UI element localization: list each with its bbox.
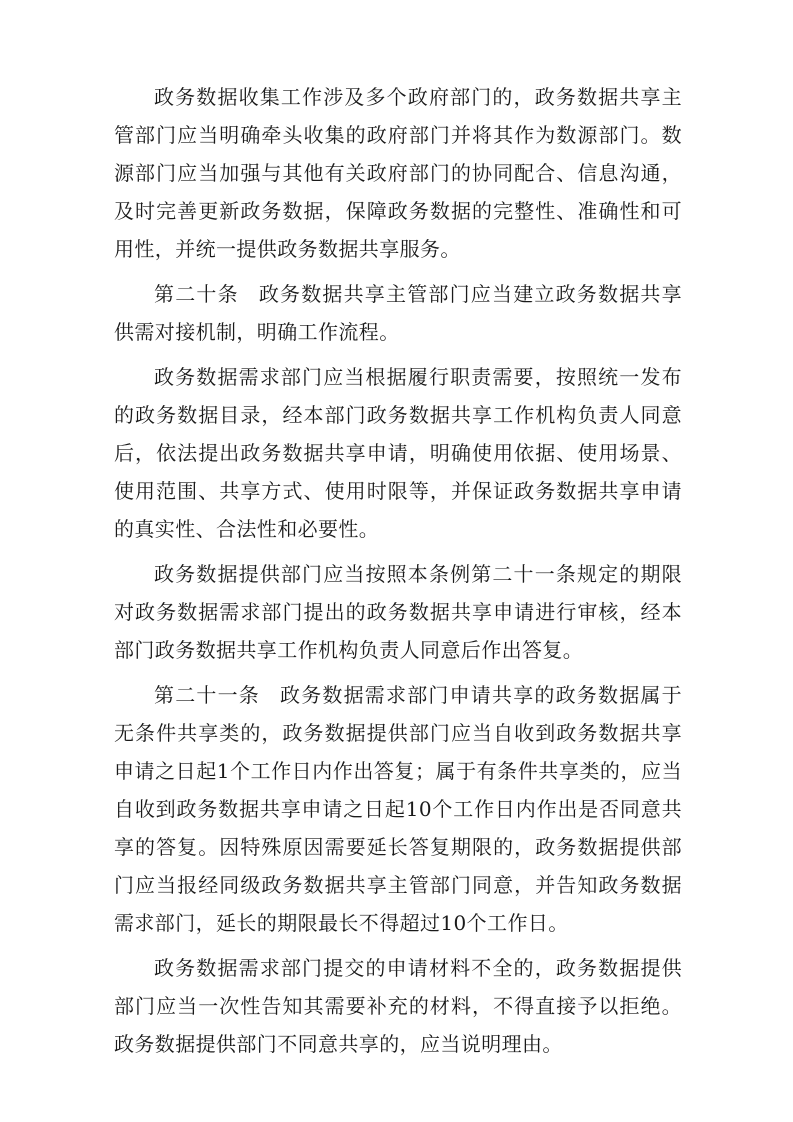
paragraph-article-21 xyxy=(114,676,682,942)
paragraph-text: 政务数据共享主管部门应当建立政务数据共享供需对接机制，明确工作流程。 xyxy=(114,282,683,344)
paragraph-text: 政务数据需求部门应当根据履行职责需要，按照统一发布的政务数据目录，经本部门政务数据共享工作机构负责人同意后，依法提出政务数据共享申请，明确使用依据、使用场景、使用范围、共享方式、使用时限等，并保证政务数据共享申请的真实性、合法性和必要性。 xyxy=(114,365,682,541)
paragraph-text: 政务数据需求部门申请共享的政务数据属于无条件共享类的，政务数据提供部门应当自收到政务数据共享申请之日起1个工作日内作出答复；属于有条件共享类的，应当自收到政务数据共享申请之日起10个工作日内作出是否同意共享的答复。因特殊原因需要延长答复期限的，政务数据提供部门应当报经同级政务数据共享主管部门同意，并告知政务数据需求部门，延长的期限最长不得超过10个工作日。 xyxy=(114,683,682,935)
article-number: 第二十条 xyxy=(154,282,239,306)
paragraph-text: 政务数据提供部门应当按照本条例第二十一条规定的期限对政务数据需求部门提出的政务数据共享申请进行审核，经本部门政务数据共享工作机构负责人同意后作出答复。 xyxy=(114,562,682,662)
document-body xyxy=(114,78,682,1070)
article-number: 第二十一条 xyxy=(154,683,260,707)
paragraph-3 xyxy=(114,358,682,548)
paragraph-article-20 xyxy=(114,275,682,351)
paragraph-text: 政务数据收集工作涉及多个政府部门的，政务数据共享主管部门应当明确牵头收集的政府部门并将其作为数源部门。数源部门应当加强与其他有关政府部门的协同配合、信息沟通，及时完善更新政务数据，保障政务数据的完整性、准确性和可用性，并统一提供政务数据共享服务。 xyxy=(114,85,682,261)
paragraph-4 xyxy=(114,555,682,669)
paragraph-1 xyxy=(114,78,682,268)
paragraph-6 xyxy=(114,949,682,1063)
paragraph-text: 政务数据需求部门提交的申请材料不全的，政务数据提供部门应当一次性告知其需要补充的材料，不得直接予以拒绝。政务数据提供部门不同意共享的，应当说明理由。 xyxy=(114,956,682,1056)
